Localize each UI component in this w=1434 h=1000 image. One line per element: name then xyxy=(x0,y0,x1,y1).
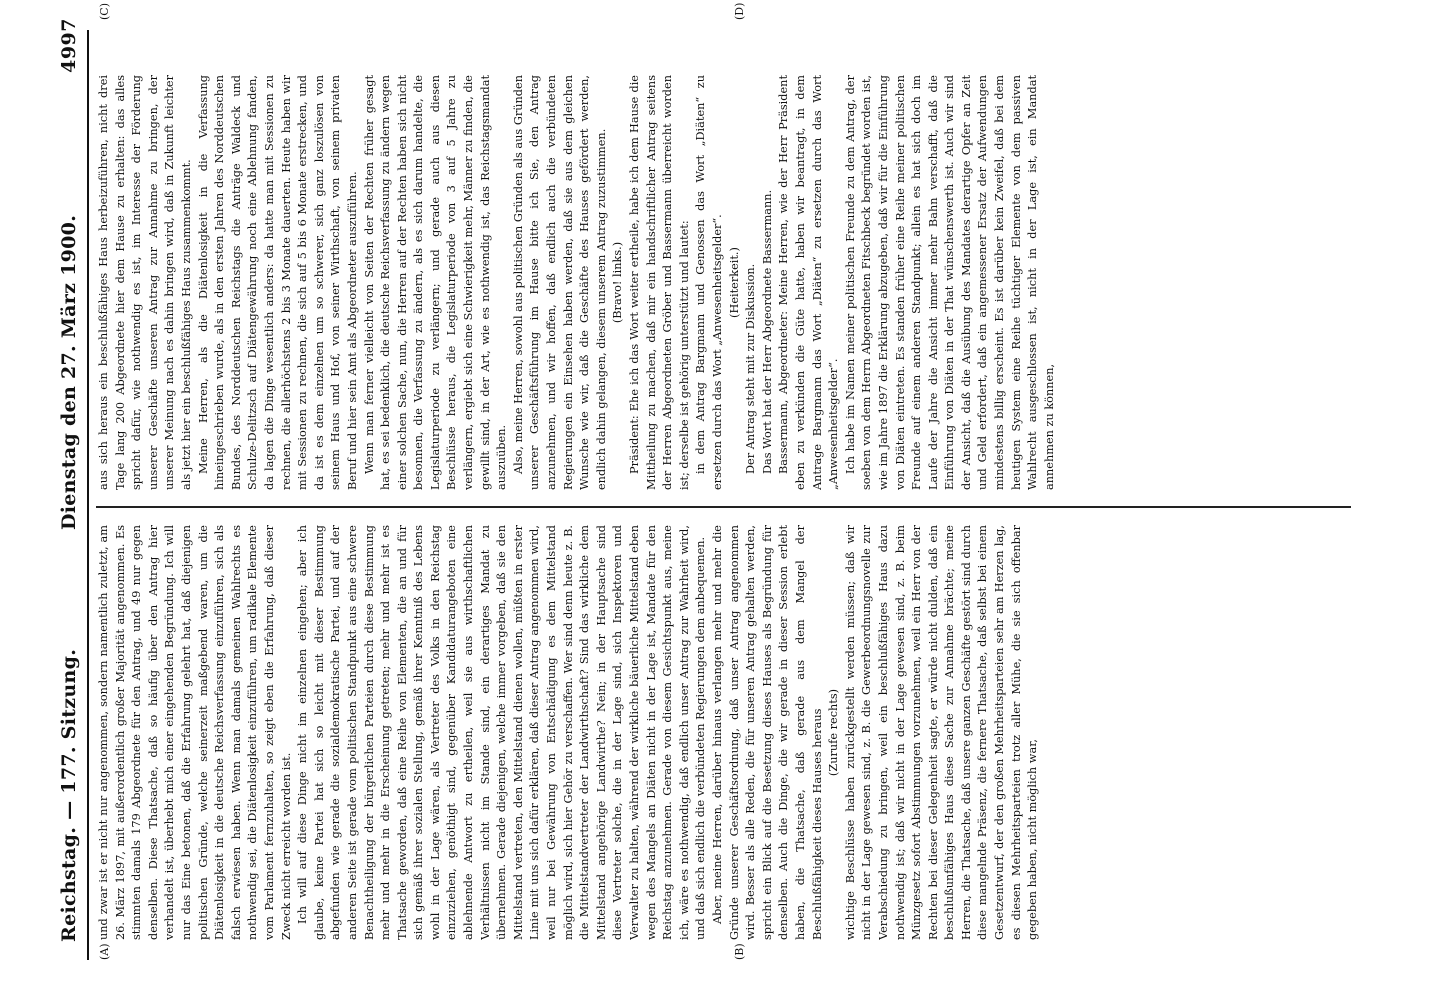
left-column xyxy=(96,525,1351,940)
interjection: (Heiterkeit.) xyxy=(727,247,741,318)
margin-marker-c: (C) xyxy=(98,3,111,20)
interjection: (Zurufe rechts) xyxy=(827,688,841,777)
right-column xyxy=(96,75,1351,490)
paragraph: Meine Herren, als die Diätenlosigkeit in die Verfassung hineingeschrieben wurde, als in den ersten Jahren des Norddeutschen Bundes, des Norddeutschen Reichstags die Anträge Waldeck und Schulze-Delitzsch auf Diätengewährung noch eine Ablehnung fanden, da lagen die Dinge wesentlich anders: da hatte man mit Sessionen zu rechnen, die allerhöchstens 2 bis 3 Monate dauerten. Heute haben wir mit Sessionen zu rechnen, die sich auf 5 bis 6 Monate erstrecken, und da ist es dem einzelnen um so schwerer, sich ganz loszulösen von seinem Haus und Hof, von seiner Wirthschaft, von seinem privaten Beruf und hier sein Amt als Abgeordneter auszuführen. xyxy=(196,75,359,490)
header-session-title: Reichstag. — 177. Sitzung. xyxy=(58,648,80,942)
paragraph: und zwar ist er nicht nur angenommen, sondern namentlich zuletzt, am 26. März 1897, mit außerordentlich großer Majorität angenommen. Es stimmten damals 179 Abgeordnete für den Antrag, und 49 nur gegen denselben. Diese Thatsache, daß so häufig über den Antrag hier verhandelt ist, überhebt mich einer eingehenden Begründung. Ich will nur das Eine betonen, daß die Erfahrung gelehrt hat, daß diejenigen politischen Gründe, welche seinerzeit maßgebend waren, um die Diätenlosigkeit in die deutsche Reichsverfassung einzuführen, sich als falsch erwiesen haben. Wenn man damals gemeinen Wahlrechts es nothwendig sei, die Diätenlosigkeit einzuführen, um radikale Elemente vom Parlament fernzuhalten, so zeigt eben die Erfahrung, daß dieser Zweck nicht erreicht worden ist. xyxy=(97,525,293,940)
interjection: (Bravo! links.) xyxy=(611,241,625,324)
paragraph: Wenn man ferner vielleicht von Seiten der Rechten früher gesagt hat, es sei bedenklich, die deutsche Reichsverfassung zu ändern wegen einer solchen Sache, nun, die Herren auf der Rechten haben sich nicht besonnen, die Verfassung zu ändern, als es sich darum handelte, die Legislaturperiode zu verlängern; und gerade auch aus diesen Beschlüsse heraus, die Legislaturperiode von 3 auf 5 Jahre zu verlängern, ergiebt sich eine Schwierigkeit mehr, Männer zu finden, die gewillt sind, in der Art, wie es nothwendig ist, das Reichstagsmandat auszuüben. xyxy=(362,75,509,490)
page-header xyxy=(52,0,84,1000)
header-date: Dienstag den 27. März 1900. xyxy=(58,214,80,530)
header-page-number: 4997 xyxy=(58,18,80,73)
column-divider xyxy=(96,507,1351,509)
digitization-sidebar xyxy=(1408,0,1434,1000)
paragraph: Ich will auf diese Dinge nicht im einzelnen eingehen; aber ich glaube, keine Partei hat sich so leicht mit dieser Bestimmung abgefunden wie gerade die sozialdemokratische Partei, und auf der anderen Seite ist gerade vom politischen Standpunkt aus eine schwere Benachtheiligung der bürgerlichen Parteien durch diese Bestimmung mehr und mehr in die Erscheinung getreten; mehr und mehr ist es Thatsache geworden, daß eine Reihe von Elementen, die an und für sich gemäß ihrer sozialen Stellung, gemäß ihrer Kenntniß des Lebens wohl in der Lage wären, als Vertreter des Volks in den Reichstag einzuziehen, genöthigt sind, gegenüber Kandidaturangeboten eine ablehnende Antwort zu ertheilen, weil sie aus wirthschaftlichen Verhältnissen nicht im Stande sind, ein derartiges Mandat zu übernehmen. Gerade diejenigen, welche immer vorgeben, daß sie den Mittelstand vertreten, den Mittelstand dienen wollen, müßten in erster Linie mit uns sich dafür erklären, daß dieser Antrag angenommen wird, weil nur bei Gewährung von Entschädigung es dem Mittelstand möglich wird, sich hier Gehör zu verschaffen. Wer sind denn heute z. B. die Mittelstandvertreter der Landwirthschaft? Sind das wirkliche dem Mittelstand angehörige Landwirthe? Nein; in der Hauptsache sind diese Vertreter solche, die in der Lage sind, sich Inspektoren und Verwalter zu halten, während der wirkliche bäuerliche Mittelstand eben wegen des Mangels an Diäten nicht in der Lage ist, Mandate für den Reichstag anzunehmen. Gerade von diesem Gesichtspunkt aus, meine ich, wäre es nothwendig, daß endlich unser Antrag zur Wahrheit wird, und daß sich endlich die verbündeten Regierungen dem anbequemen. xyxy=(296,525,708,940)
margin-marker-d: (D) xyxy=(733,2,746,20)
header-rule xyxy=(87,30,89,960)
president-statement: Präsident: Ehe ich das Wort weiter ertheile, habe ich dem Hause die Mittheilung zu machen, daß mir ein handschriftlicher Antrag seitens der Herren Abgeordneten Gröber und Bassermann überreicht worden ist; derselbe ist gehörig unterstützt und lautet: xyxy=(628,75,691,490)
speaker-statement: Bassermann, Abgeordneter: Meine Herren, wie der Herr Präsident eben zu verkünden die Güte hatte, haben wir beantragt, in dem Antrage Bargmann das Wort „Diäten“ zu ersetzen durch das Wort „Anwesenheitsgelder“. xyxy=(777,75,841,490)
paragraph: Also, meine Herren, sowohl aus politischen Gründen als aus Gründen unserer Geschäftsführung im Hause bitte ich Sie, den Antrag anzunehmen, und wir hoffen, daß endlich auch die verbündeten Regierungen ein Einsehen haben werden, daß sie aus dem gleichen Wunsche wie wir, daß die Geschäfte des Hauses gefördert werden, endlich dahin gelangen, diesem unserem Antrag zuzustimmen. xyxy=(511,75,608,490)
margin-marker-b: (B) xyxy=(733,943,746,960)
margin-marker-a: (A) xyxy=(98,943,111,960)
paragraph: Ich habe im Namen meiner politischen Freunde zu dem Antrag, der soeben von dem Herrn Abgeordneten Fitschbeck begründet worden ist, wie im Jahre 1897 die Erklärung abzugeben, daß wir für die Einführung von Diäten eintreten. Es standen früher eine Reihe meiner politischen Freunde auf einem anderen Standpunkt; allein es hat sich doch im Laufe der Jahre die Ansicht immer mehr Bahn verschafft, daß die Einführung von Diäten in der That wünschenswerth ist. Auch wir sind der Ansicht, daß die Ausübung des Mandates derartige Opfer an Zeit und Geld erfordert, daß ein angemessener Ersatz der Aufwendungen mindestens billig erscheint. Es ist darüber kein Zweifel, daß bei dem heutigen System eine Reihe tüchtiger Elemente von dem passiven Wahlrecht ausgeschlossen ist, nicht in der Lage ist, ein Mandat annehmen zu können, xyxy=(843,75,1056,490)
paragraph: Aber, meine Herren, darüber hinaus verlangen mehr und mehr die Gründe unserer Geschäftsordnung, daß unser Antrag angenommen wird. Besser als alle Reden, die für unseren Antrag gehalten werden, spricht ein Blick auf die Besetzung dieses Hauses als Begründung für denselben. Auch die Dinge, die wir gerade in dieser Session erlebt haben, die Thatsache, daß gerade aus dem Mangel der Beschlußfähigkeit dieses Hauses heraus xyxy=(710,525,824,940)
paragraph: aus sich heraus ein beschlußfähiges Haus herbeizuführen, nicht drei Tage lang 200 Abgeordnete hier dem Hause zu erhalten: das alles spricht dafür, wie nothwendig es ist, im Interesse der Förderung unserer Geschäfte unseren Antrag zur Annahme zu bringen, der unserer Meinung nach es dahin bringen wird, daß in Zukunft leichter als jetzt hier ein beschlußfähiges Haus zusammenkommt. xyxy=(97,75,193,490)
paragraph: Das Wort hat der Herr Abgeordnete Bassermann. xyxy=(760,189,774,474)
motion-text: in dem Antrag Bargmann und Genossen das Wort „Diäten“ zu ersetzen durch das Wort „Anwesenheitsgelder“. xyxy=(694,75,724,490)
paragraph: Der Antrag steht mit zur Diskussion. xyxy=(744,263,758,474)
paragraph: wichtige Beschlüsse haben zurückgestellt werden müssen; daß wir nicht in der Lage gewesen sind, z. B. die Gewerbeordnungsnovelle zur Verabschiedung zu bringen, weil ein beschlußfähiges Haus dazu nothwendig ist; daß wir nicht in der Lage gewesen sind, z. B. beim Münzgesetz sofort Abstimmungen vorzunehmen, weil ein Herr von der Rechten bei dieser Gelegenheit sagte, er würde nicht dulden, daß ein beschlußunfähiges Haus diese Sache zur Annahme brächte; meine Herren, die Thatsache, daß unsere ganzen Geschäfte gestört sind durch diese mangelnde Präsenz, die fernere Thatsache, daß selbst bei einem Gesetzentwurf, der den großen Mehrheitsparteien sehr am Herzen lag, es diesen Mehrheitsparteien trotz aller Mühe, die sie sich offenbar gegeben haben, nicht möglich war, xyxy=(843,525,1040,940)
